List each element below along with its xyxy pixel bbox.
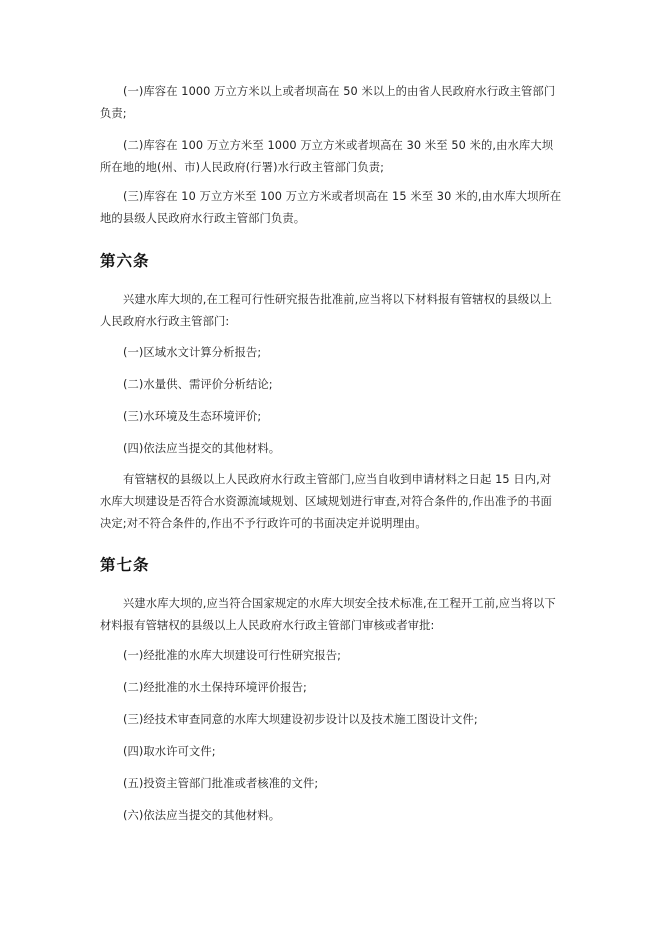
art7-item-6: (六)依法应当提交的其他材料。 <box>123 809 281 822</box>
art5-item-2: (二)库容在 100 万立方米至 1000 万立方米或者坝高在 30 米至 50 米的,由水库大坝所在地的地(州、市)人民政府(行署)水行政主管部门负责; <box>100 139 554 174</box>
article-7-heading: 第七条 <box>100 556 150 574</box>
art7-item-2: (二)经批准的水土保持环境评价报告; <box>123 681 307 694</box>
art6-item-1: (一)区域水文计算分析报告; <box>123 346 262 359</box>
art7-item-3: (三)经技术审查同意的水库大坝建设初步设计以及技术施工图设计文件; <box>123 713 478 726</box>
art6-closing: 有管辖权的县级以上人民政府水行政主管部门,应当自收到申请材料之日起 15 日内,对水库大坝建设是否符合水资源流域规划、区域规划进行审查,对符合条件的,作出准予的书面决定;对不符合条件的,作出不予行政许可的书面决定并说明理由。 <box>100 473 552 530</box>
art6-item-3: (三)水环境及生态环境评价; <box>123 410 262 423</box>
article-6-heading: 第六条 <box>100 252 150 270</box>
art7-item-1: (一)经批准的水库大坝建设可行性研究报告; <box>123 649 342 662</box>
art7-intro: 兴建水库大坝的,应当符合国家规定的水库大坝安全技术标准,在工程开工前,应当将以下材料报有管辖权的县级以上人民政府水行政主管部门审核或者审批: <box>100 597 556 632</box>
art5-item-3: (三)库容在 10 万立方米至 100 万立方米或者坝高在 15 米至 30 米的,由水库大坝所在地的县级人民政府水行政主管部门负责。 <box>100 190 562 225</box>
art6-item-2: (二)水量供、需评价分析结论; <box>123 378 273 391</box>
art5-item-1: (一)库容在 1000 万立方米以上或者坝高在 50 米以上的由省人民政府水行政主管部门负责; <box>100 85 556 120</box>
art6-intro: 兴建水库大坝的,在工程可行性研究报告批准前,应当将以下材料报有管辖权的县级以上人民政府水行政主管部门: <box>100 293 553 328</box>
art7-item-4: (四)取水许可文件; <box>123 745 216 758</box>
art7-item-5: (五)投资主管部门批准或者核准的文件; <box>123 777 319 790</box>
art6-item-4: (四)依法应当提交的其他材料。 <box>123 442 281 455</box>
